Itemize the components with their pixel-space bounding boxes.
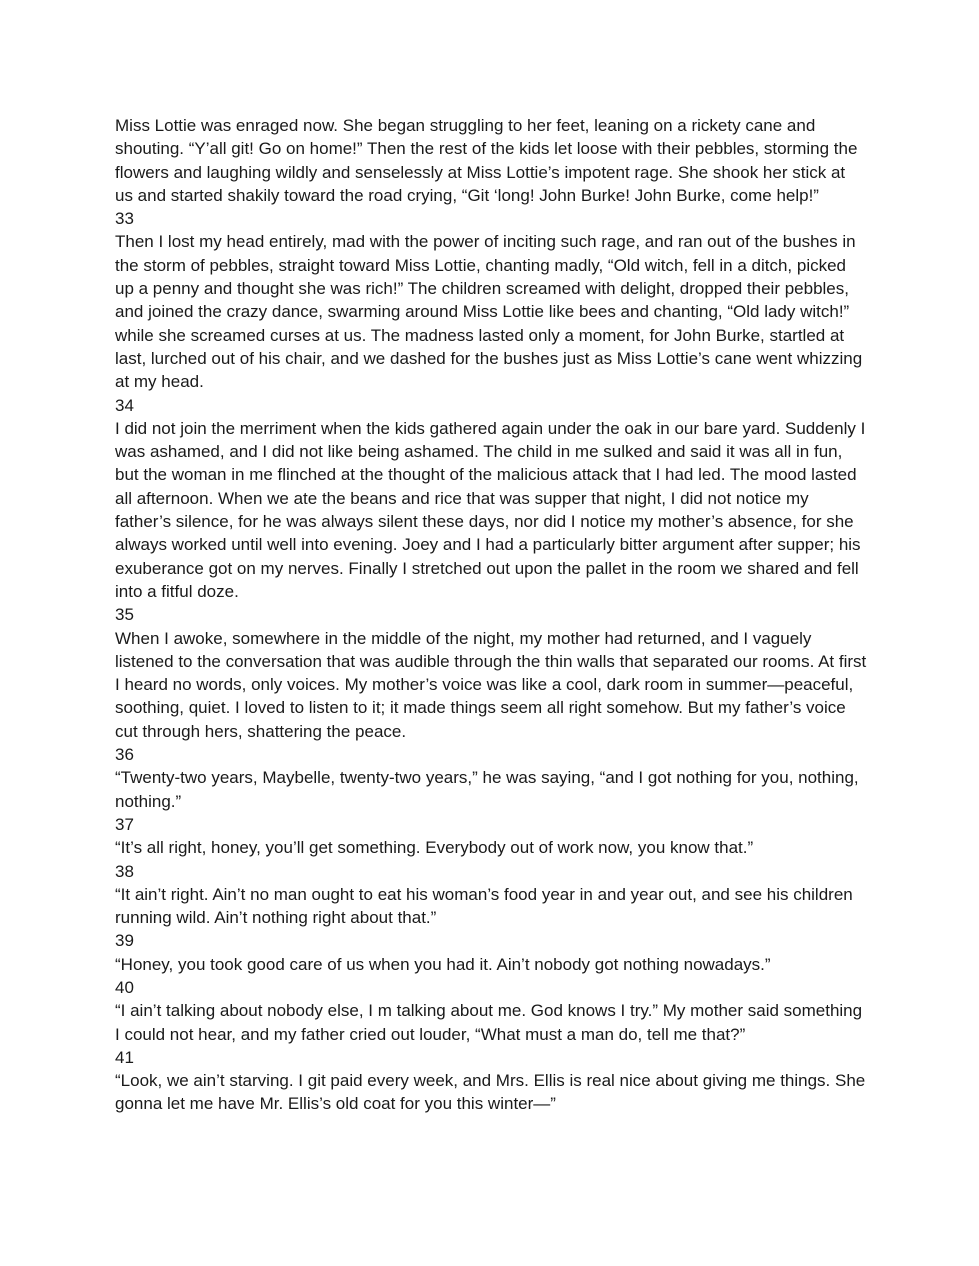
paragraph-number-36: 36	[115, 745, 134, 765]
paragraph-number-39: 39	[115, 931, 134, 951]
document-page	[115, 114, 867, 1116]
paragraph-34: I did not join the merriment when the kids gathered again under the oak in our bare yard. Suddenly I was ashamed, and I did not like being ashamed. The child in me sulked and said it was all in fun, but the woman in me flinched at the thought of the malicious attack that I had led. The mood lasted all afternoon. When we ate the beans and rice that was supper that night, I did not notice my father’s silence, for he was always silent these days, nor did I notice my mother’s absence, for she always worked until well into evening. Joey and I had a particularly bitter argument after supper; his exuberance got on my nerves. Finally I stretched out upon the pallet in the room we shared and fell into a fitful doze.	[115, 418, 866, 601]
paragraph-number-34: 34	[115, 395, 134, 415]
paragraph-35: When I awoke, somewhere in the middle of the night, my mother had returned, and I vaguely listened to the conversation that was audible through the thin walls that separated our rooms. At first I heard no words, only voices. My mother’s voice was like a cool, dark room in summer—peaceful, soothing, quiet. I loved to listen to it; it made things seem all right somehow. But my father’s voice cut through hers, shattering the peace.	[115, 628, 867, 741]
paragraph-36: “Twenty-two years, Maybelle, twenty-two years,” he was saying, “and I got nothing for you, nothing, nothing.”	[115, 768, 859, 811]
paragraph-number-35: 35	[115, 605, 134, 625]
paragraph-number-33: 33	[115, 209, 134, 229]
paragraph-39: “Honey, you took good care of us when you had it. Ain’t nobody got nothing nowadays.”	[115, 954, 771, 974]
paragraph-number-37: 37	[115, 814, 134, 834]
paragraph-41: “Look, we ain’t starving. I git paid every week, and Mrs. Ellis is real nice about giving me things. She gonna let me have Mr. Ellis’s old coat for you this winter—”	[115, 1071, 866, 1114]
paragraph-number-38: 38	[115, 861, 134, 881]
paragraph-38: “It ain’t right. Ain’t no man ought to eat his woman’s food year in and year out, and see his children running wild. Ain’t nothing right about that.”	[115, 884, 853, 928]
paragraph-number-41: 41	[115, 1047, 134, 1067]
paragraph-1: Miss Lottie was enraged now. She began struggling to her feet, leaning on a rickety cane and shouting. “Y’all git! Go on home!” Then the rest of the kids let loose with their pebbles, storming the flowers and laughing wildly and senselessly at Miss Lottie’s impotent rage. She shook her stick at us and started shakily toward the road crying, “Git ‘long! John Burke! John Burke, come help!”	[115, 116, 858, 205]
paragraph-number-40: 40	[115, 977, 134, 997]
paragraph-40: “I ain’t talking about nobody else, I m talking about me. God knows I try.” My mother said something I could not hear, and my father cried out louder, “What must a man do, tell me that?”	[115, 1001, 863, 1044]
paragraph-33: Then I lost my head entirely, mad with the power of inciting such rage, and ran out of the bushes in the storm of pebbles, straight toward Miss Lottie, chanting madly, “Old witch, fell in a ditch, picked up a penny and thought she was rich!” The children screamed with delight, dropped their pebbles, and joined the crazy dance, swarming around Miss Lottie like bees and chanting, “Old lady witch!” while she screamed curses at us. The madness lasted only a moment, for John Burke, startled at last, lurched out of his chair, and we dashed for the bushes just as Miss Lottie’s cane went whizzing at my head.	[115, 232, 863, 392]
paragraph-37: “It’s all right, honey, you’ll get something. Everybody out of work now, you know that.”	[115, 838, 754, 858]
